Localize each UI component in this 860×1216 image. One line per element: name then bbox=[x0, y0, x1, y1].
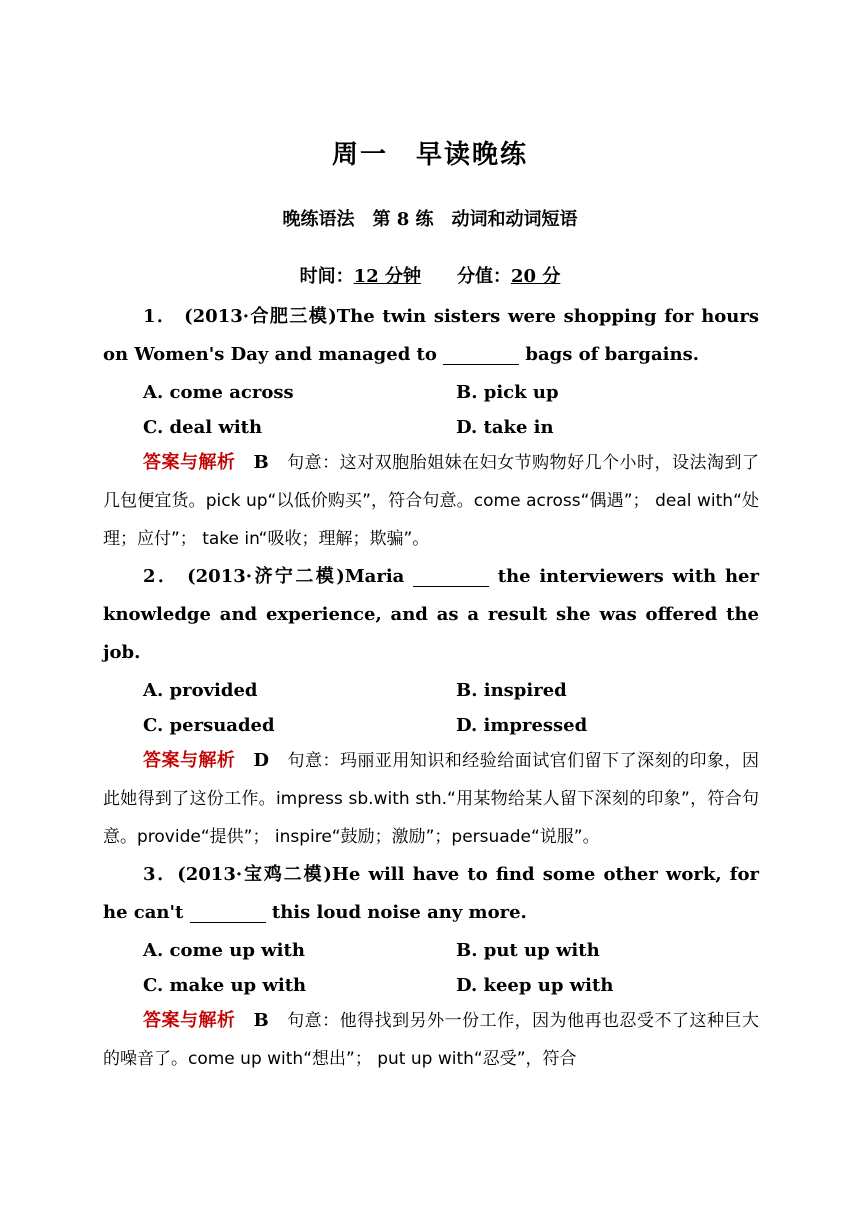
question-stem: 2． (2013·济宁二模)Maria the interviewers with her knowledge and experience, and as a result she was offered the job. bbox=[103, 566, 759, 663]
score-label: 分值： bbox=[457, 266, 511, 287]
time-value: 12 分钟 bbox=[353, 266, 421, 287]
option-b: B. pick up bbox=[456, 382, 559, 403]
option-d: D. keep up with bbox=[456, 975, 614, 996]
page-subtitle: 晚练语法 第 8 练 动词和动词短语 bbox=[282, 209, 578, 230]
explanation-text: 句意：他得找到另外一份工作，因为他再也忍受不了这种巨大的噪音了。come up with“想出”； put up with“忍受”，符合 bbox=[103, 1011, 760, 1069]
question-stem: 1． (2013·合肥三模)The twin sisters were shopping for hours on Women's Day and managed to bags of bargains. bbox=[103, 306, 759, 365]
options-row bbox=[103, 409, 759, 444]
options-row bbox=[103, 967, 759, 1002]
option-c: C. deal with bbox=[143, 417, 263, 438]
answer-tag: 答案与解析 bbox=[143, 750, 236, 771]
answer-letter: D bbox=[253, 750, 270, 771]
option-c: C. make up with bbox=[143, 975, 307, 996]
answer-tag: 答案与解析 bbox=[143, 452, 236, 473]
answer-explanation bbox=[103, 742, 759, 856]
answer-blank bbox=[413, 568, 489, 587]
answer-explanation bbox=[103, 1002, 759, 1078]
option-a: A. provided bbox=[143, 680, 258, 701]
explanation-text: 句意：玛丽亚用知识和经验给面试官们留下了深刻的印象，因此她得到了这份工作。impress sb.with sth.“用某物给某人留下深刻的印象”，符合句意。provide“提供”； inspire“鼓励；激励”；persuade“说服”。 bbox=[103, 751, 760, 847]
option-a: A. come across bbox=[143, 382, 294, 403]
option-b: B. inspired bbox=[456, 680, 567, 701]
question-1 bbox=[103, 298, 759, 558]
options-row bbox=[103, 932, 759, 967]
time-score-line bbox=[0, 262, 860, 288]
question-3 bbox=[103, 856, 759, 1078]
time-label: 时间： bbox=[299, 266, 354, 287]
page-title: 周一 早读晚练 bbox=[331, 140, 528, 170]
options-row bbox=[103, 707, 759, 742]
answer-blank bbox=[190, 904, 266, 923]
answer-explanation bbox=[103, 444, 759, 558]
options-row bbox=[103, 374, 759, 409]
question-list bbox=[103, 298, 759, 1078]
option-d: D. take in bbox=[456, 417, 554, 438]
score-value: 20 分 bbox=[511, 266, 561, 287]
question-2 bbox=[103, 558, 759, 856]
option-a: A. come up with bbox=[143, 940, 305, 961]
options-row bbox=[103, 672, 759, 707]
answer-letter: B bbox=[253, 1010, 269, 1031]
option-c: C. persuaded bbox=[143, 715, 275, 736]
answer-letter: B bbox=[253, 452, 269, 473]
explanation-text: 句意：这对双胞胎姐妹在妇女节购物好几个小时，设法淘到了几包便宜货。pick up“以低价购买”，符合句意。come across“偶遇”； deal with“处理；应付”； take in“吸收；理解；欺骗”。 bbox=[103, 453, 760, 549]
answer-blank bbox=[443, 346, 519, 365]
answer-tag: 答案与解析 bbox=[143, 1010, 236, 1031]
question-stem: 3．(2013·宝鸡二模)He will have to find some other work, for he can't this loud noise any more. bbox=[103, 864, 759, 923]
option-b: B. put up with bbox=[456, 940, 600, 961]
option-d: D. impressed bbox=[456, 715, 588, 736]
